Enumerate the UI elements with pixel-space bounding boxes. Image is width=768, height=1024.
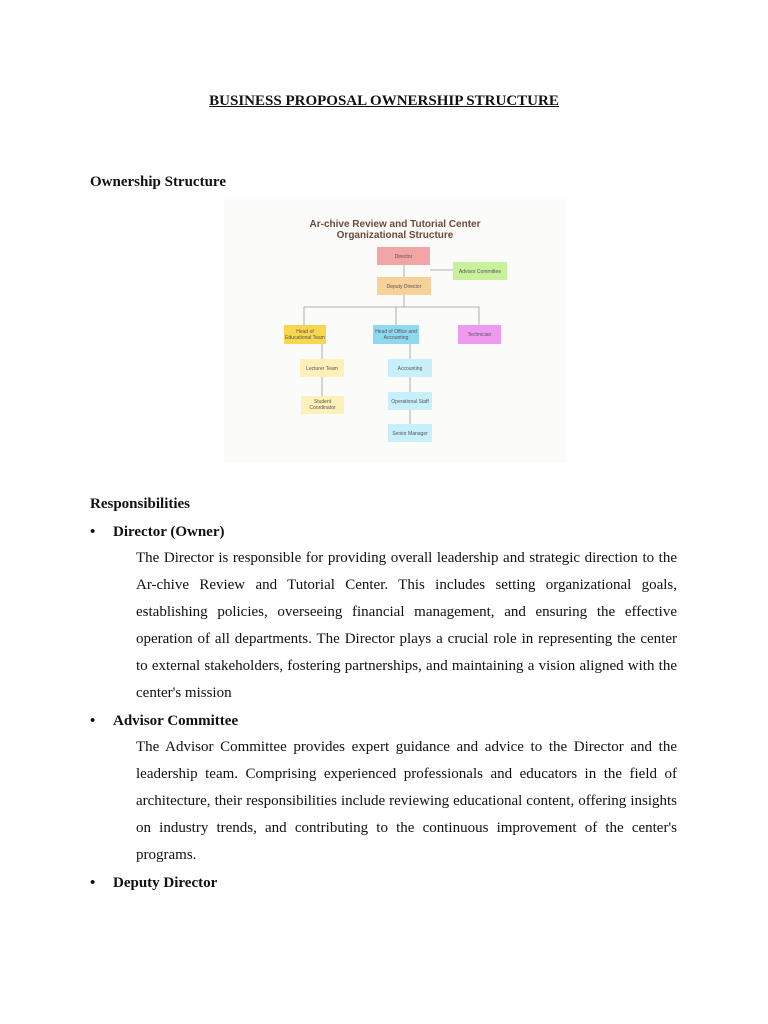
org-chart-title-line2: Organizational Structure — [336, 230, 454, 241]
node-head-educational-label-line1: Head of — [296, 329, 314, 335]
node-accounting-label: Accounting — [397, 366, 423, 372]
responsibility-label-advisor-committee: Advisor Committee — [113, 713, 239, 729]
bullet-icon: • — [90, 524, 96, 540]
node-director-label: Director — [394, 254, 413, 260]
org-chart-svg — [224, 199, 566, 463]
responsibility-label-director: Director (Owner) — [113, 524, 225, 540]
node-student-coordinator-label-line2: Coordinator — [309, 405, 336, 411]
responsibility-text-advisor-committee: The Advisor Committee provides expert guidance and advice to the Director and the leadership team. Comprising experienced professionals and educators in the field of architecture, their responsibilities include reviewing educational content, offering insights on industry trends, and contributing to the continuous improvement of the center's programs. — [136, 739, 677, 863]
node-student-coordinator-label-line1: Student — [313, 399, 332, 405]
node-senior-manager-label: Senior Manager — [392, 431, 428, 437]
node-head-office-label-line1: Head of Office and — [375, 329, 417, 335]
node-lecturer-team-label: Lecturer Team — [306, 366, 338, 372]
node-technician-label: Technician — [467, 332, 492, 338]
responsibility-label-deputy-director: Deputy Director — [113, 875, 218, 891]
node-advisor-committee-label: Advisor Committee — [458, 269, 502, 275]
page-title: BUSINESS PROPOSAL OWNERSHIP STRUCTURE — [209, 93, 559, 109]
node-deputy-director-label: Deputy Director — [386, 284, 422, 290]
bullet-icon: • — [90, 713, 96, 729]
bullet-icon: • — [90, 875, 96, 891]
node-operational-staff-label: Operational Staff — [391, 399, 429, 405]
node-head-office-label-line2: Accounting — [383, 335, 409, 341]
node-head-educational-label-line2: Educational Team — [285, 335, 325, 341]
responsibility-text-director: The Director is responsible for providing overall leadership and strategic direction to the Ar-chive Review and Tutorial Center. This includes setting organizational goals, establishing policies, overseeing financial management, and ensuring the effective operation of all departments. The Director plays a crucial role in representing the center to external stakeholders, fostering partnerships, and maintaining a vision aligned with the center's mission — [136, 550, 677, 701]
ownership-structure-heading: Ownership Structure — [90, 174, 226, 190]
org-chart-figure — [224, 199, 566, 463]
org-chart-title-line1: Ar-chive Review and Tutorial Center — [309, 219, 481, 230]
responsibilities-heading: Responsibilities — [90, 496, 191, 512]
